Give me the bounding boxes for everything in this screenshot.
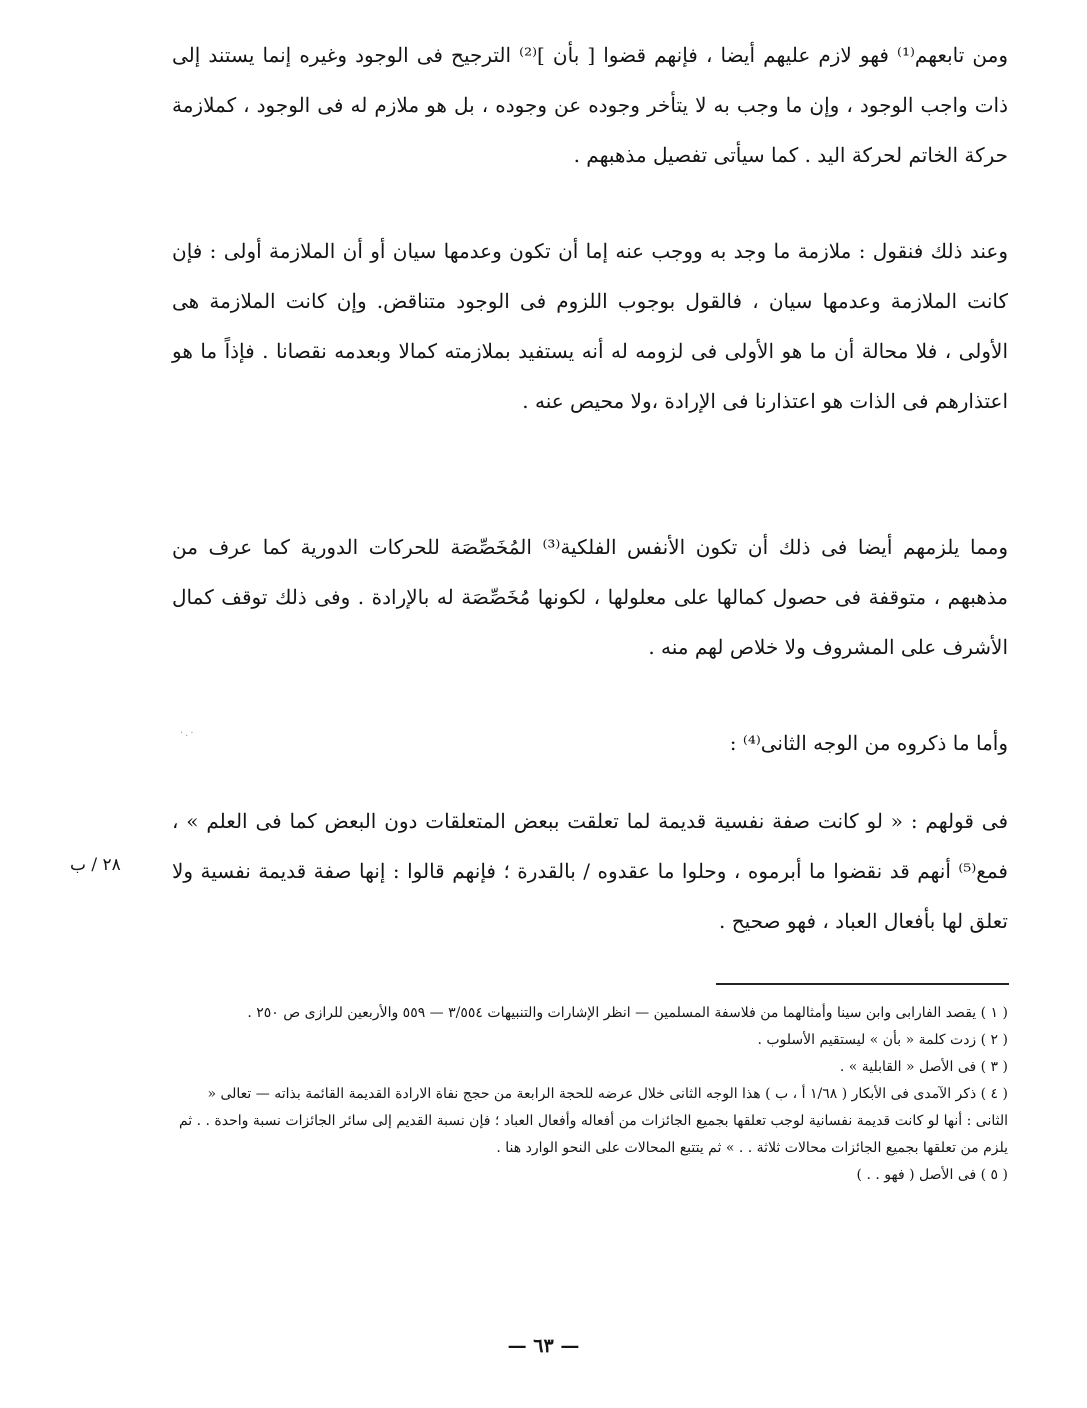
paragraph-3: ومما يلزمهم أيضا فى ذلك أن تكون الأنفس الفلكية⁽³⁾ المُخَصِّصَة للحركات الدورية كما عرف من مذهبهم ، متوقفة فى حصول كمالها على معلولها ، لكونها مُخَصِّصَة له بالإرادة . وفى ذلك توقف كمال الأشرف على المشروف ولا خلاص لهم منه .: [172, 535, 1009, 659]
margin-folio-reference: ٢٨ / ب: [70, 855, 121, 875]
scan-speck: ·.·: [180, 728, 196, 739]
paragraph-5: فى قولهم : « لو كانت صفة نفسية قديمة لما تعلقت ببعض المتعلقات دون البعض كما فى العلم » ، فمع⁽⁵⁾ أنهم قد نقضوا ما أبرموه ، وحلوا ما عقدوه / بالقدرة ؛ فإنهم قالوا : إنها صفة قديمة نفسية ولا تعلق لها بأفعال العباد ، فهو صحيح .: [172, 809, 1008, 933]
footnote-separator: [716, 983, 1009, 985]
footnote-1: ( ١ ) يقصد الفارابى وابن سينا وأمثالهما من فلاسفة المسلمين — انظر الإشارات والتنبيهات ٣/٥٥٤ — ٥٥٩ والأربعين للرازى ص ٢٥٠ .: [247, 1005, 1008, 1021]
footnotes: [172, 1000, 1008, 1189]
footnote-2: ( ٢ ) زدت كلمة « بأن » ليستقيم الأسلوب .: [757, 1032, 1008, 1048]
paragraph-1: ومن تابعهم⁽¹⁾ فهو لازم عليهم أيضا ، فإنهم قضوا [ بأن ]⁽²⁾ الترجيح فى الوجود وغيره إنما يستند إلى ذات واجب الوجود ، وإن ما وجب به لا يتأخر وجوده عن وجوده ، بل هو ملازم له فى الوجود ، كملازمة حركة الخاتم لحركة اليد . كما سيأتى تفصيل مذهبهم .: [172, 43, 1009, 167]
paragraph-4: وأما ما ذكروه من الوجه الثانى⁽⁴⁾ :: [729, 731, 1008, 755]
footnote-5: ( ٥ ) فى الأصل ( فهو . . ): [856, 1167, 1008, 1183]
footnote-4: ( ٤ ) ذكر الآمدى فى الأبكار ( ١/٦٨ أ ، ب ) هذا الوجه الثانى خلال عرضه للحجة الرابعة من حجج نفاة الارادة القديمة القائمة بذاته — تعالى « الثانى : أنها لو كانت قديمة نفسانية لوجب تعلقها بجميع الجائزات من أفعاله وأفعال العباد ؛ فإن نسبة القديم إلى سائر الجائزات نسبة واحدة . . ثم يلزم من تعلقها بجميع الجائزات محالات ثلاثة . . » ثم يتتبع المحالات على النحو الوارد هنا .: [178, 1086, 1008, 1156]
paragraph-2: وعند ذلك فنقول : ملازمة ما وجد به ووجب عنه إما أن تكون وعدمها سيان أو أن الملازمة أولى : فإن كانت الملازمة وعدمها سيان ، فالقول بوجوب اللزوم فى الوجود متناقض. وإن كانت الملازمة هى الأولى ، فلا محالة أن ما هو الأولى فى لزومه له أنه يستفيد بملازمته كمالا وبعدمه نقصانا . فإذاً ما هو اعتذارهم فى الذات هو اعتذارنا فى الإرادة ،ولا محيص عنه .: [172, 239, 1008, 413]
footnote-3: ( ٣ ) فى الأصل « القابلية » .: [839, 1059, 1008, 1075]
page-number: — ٦٣ —: [507, 1335, 580, 1357]
